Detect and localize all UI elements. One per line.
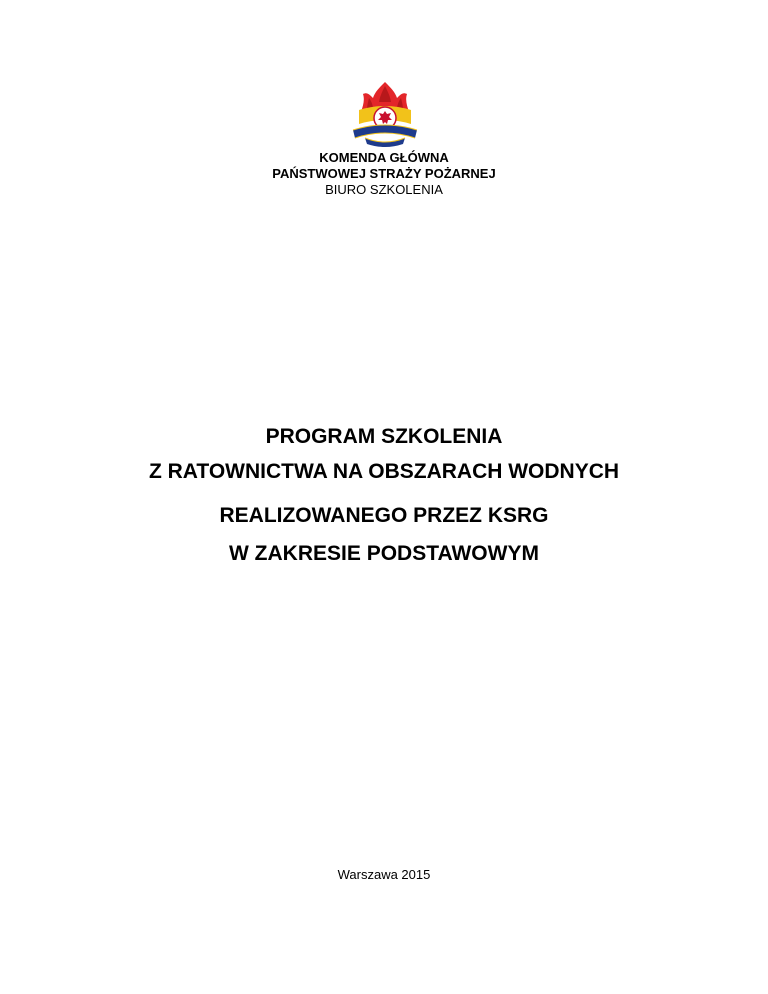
institution-name-line-2: PAŃSTWOWEJ STRAŻY POŻARNEJ xyxy=(272,166,496,181)
department-name: BIURO SZKOLENIA xyxy=(325,182,443,197)
document-title-line-3: REALIZOWANEGO PRZEZ KSRG xyxy=(219,504,549,527)
psp-emblem-icon xyxy=(349,80,421,150)
institution-name-line-1: KOMENDA GŁÓWNA xyxy=(319,150,449,165)
place-and-year: Warszawa 2015 xyxy=(337,867,431,882)
document-title-line-2: Z RATOWNICTWA NA OBSZARACH WODNYCH xyxy=(148,460,620,483)
document-title-line-4: W ZAKRESIE PODSTAWOWYM xyxy=(229,542,539,565)
document-title-line-1: PROGRAM SZKOLENIA xyxy=(265,425,503,448)
